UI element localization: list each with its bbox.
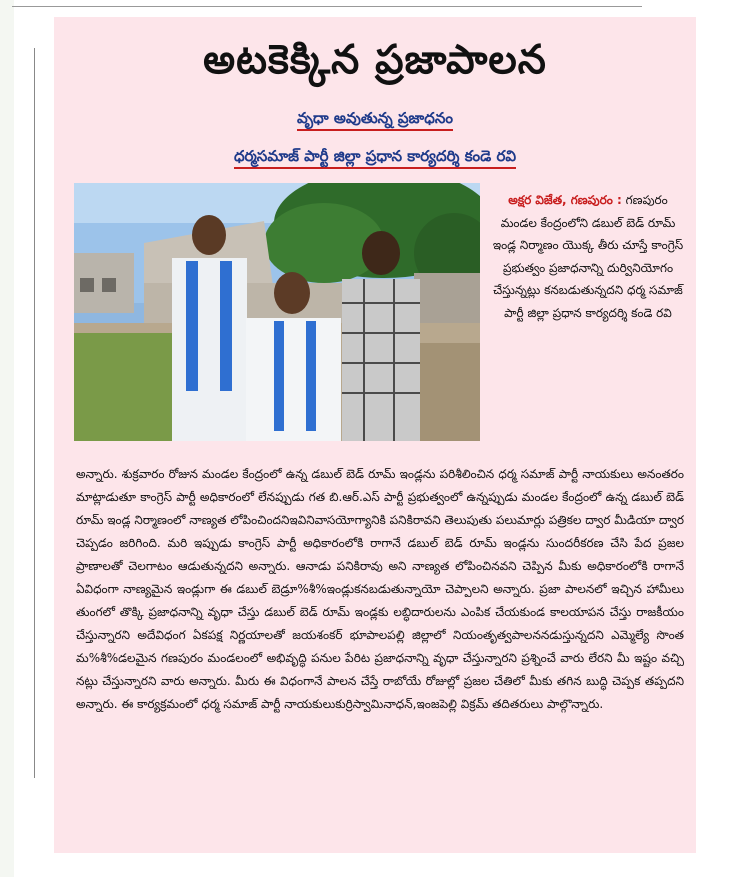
subheadline-1: [54, 109, 696, 131]
body-paragraph: అన్నారు. శుక్రవారం రోజున మండల కేంద్రంలో ఉన్న డబుల్ బెడ్ రూమ్ ఇండ్లను పరిశీలించిన ధర్మ సమాజ్ పార్టీ నాయకులు అనంతరం మాట్లాడుతూ కాంగ్రెస్ పార్టీ అధికారంలో లేనప్పుడు గత బి.ఆర్.ఎస్ పార్టీ ప్రభుత్వంలో ఉన్నప్పుడు మండల కేంద్రంలో ఉన్న డబుల్ బెడ్ రూమ్ ఇండ్ల నిర్మాణంలో నాణ్యత లోపించిందనిఇవినివాసయోగ్యానికి పనికిరావని తెలుపుతు పలుమార్లు పత్రికల ద్వార మీడియా ద్వార చెప్పడం జరిగింది. మరి ఇప్పుడు కాంగ్రెస్ పార్టీ అధికారంలోకి రాగానే డబుల్ బెడ్ రూమ్ ఇండ్లను సుందరీకరణ చేసి పేద ప్రజల ప్రాణాలతో చెలగాటం ఆడుతున్నదని అన్నారు. ఆనాడు పనికిరావు అని నాణ్యత లోపించినవని చెప్పిన మీకు అధికారంలోకి రాగానే ఏవిధంగా నాణ్యమైన ఇండ్లుగా ఈ డబుల్ బెడ్రూ%శీ%ఇండ్లుకనబడుతున్నాయో చెప్పాలని అన్నారు. ప్రజా పాలనలో ఇచ్చిన హామీలు తుంగలో తొక్కి ప్రజాధనాన్ని వృధా చేస్తు డబుల్ బెడ్ రూమ్ ఇండ్లకు లబ్ధిదారులను ఎంపిక చేయకుండ కాలయాపన చేస్తు రాజకీయం చేస్తున్నారని అదేవిధంగ ఏకపక్ష నిర్ణయాలతో జయశంకర్ భూపాలపల్లి జిల్లాలో నియంతృత్వపాలననడుస్తున్నదని ఎమ్మెల్యే సొంత మ%శీ%డలమైన గణపురం మండలంలో అభివృద్ధి పనుల పేరిట ప్రజాధనాన్ని వృధా చేస్తున్నారని ప్రశ్నించే వారు లేరని మీ ఇష్టం వచ్చి నట్లు చేస్తున్నారని వారు అన్నారు. మీరు ఈ విధంగానే పాలన చేస్తే రాబోయే రోజుల్లో ప్రజల చేతిలో మీకు తగిన బుద్ధి చెప్పక తప్పదని అన్నారు. ఈ కార్యక్రమంలో ధర్మ సమాజ్ పార్టీ నాయకులుకుర్రిస్వామినాధన్,ఇంజపెల్లి విక్రమ్ తదితరులు పాల్గొన్నారు.: [76, 467, 684, 711]
top-divider: [12, 6, 642, 7]
page-edge: [0, 0, 14, 877]
subheadline-1-text: వృధా అవుతున్న ప్రజాధనం: [297, 109, 453, 131]
subheadline-2-text: ధర్మసమాజ్ పార్టీ జిల్లా ప్రధాన కార్యదర్శి కండె రవి: [234, 147, 516, 169]
dateline: అక్షర విజేత, గణపురం :: [508, 193, 622, 207]
article-body: [76, 463, 684, 716]
news-article: [54, 17, 696, 853]
news-photo: [74, 183, 480, 441]
headline: అటకెక్కిన ప్రజాపాలన: [203, 37, 547, 83]
lead-paragraph: [490, 189, 686, 324]
subheadline-2: [54, 147, 696, 169]
column-divider: [34, 48, 35, 778]
lead-text: గణపురం మండల కేంద్రంలోని డబుల్ బెడ్ రూమ్ ఇండ్ల నిర్మాణం యొక్క తీరు చూస్తే కాంగ్రెస్ ప్రభుత్వం ప్రజాధనాన్ని దుర్వినియోగం చేస్తున్నట్లు కనబడుతున్నదని ధర్మ సమాజ్ పార్టీ జిల్లా ప్రధాన కార్యదర్శి కండె రవి: [492, 193, 684, 320]
